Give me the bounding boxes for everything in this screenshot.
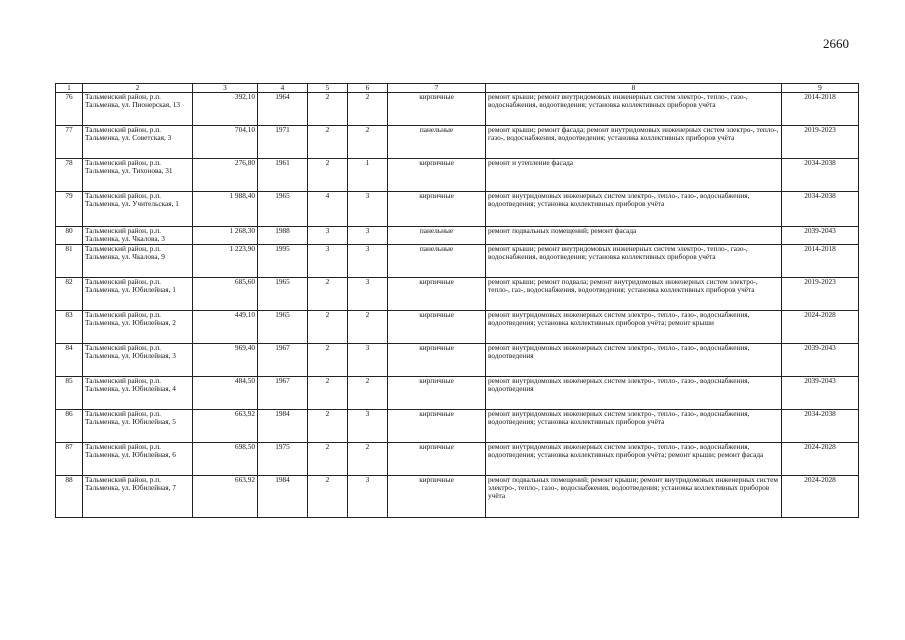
year-cell: 1965 bbox=[258, 310, 308, 343]
year-cell: 1967 bbox=[258, 343, 308, 376]
period-cell: 2019-2023 bbox=[782, 277, 859, 310]
area-cell: 969,40 bbox=[193, 343, 258, 376]
wall-material-cell: панельные bbox=[388, 126, 486, 159]
period-cell: 2034-2038 bbox=[782, 159, 859, 192]
wall-material-cell: кирпичные bbox=[388, 310, 486, 343]
area-cell: 685,60 bbox=[193, 277, 258, 310]
table-row bbox=[56, 244, 859, 277]
floors-cell: 2 bbox=[308, 376, 348, 409]
period-cell: 2034-2038 bbox=[782, 409, 859, 442]
row-number: 79 bbox=[56, 192, 83, 227]
works-cell: ремонт крыши; ремонт внутридомовых инженерных систем электро-, тепло-, газо-, водоснабжения, водоотведения; установка коллективных приборов учёта bbox=[486, 244, 782, 277]
year-cell: 1971 bbox=[258, 126, 308, 159]
housing-repair-table bbox=[55, 83, 859, 518]
works-cell: ремонт и утепление фасада bbox=[486, 159, 782, 192]
address-cell: Тальменский район, р.п. Тальменка, ул. Юбилейная, 2 bbox=[83, 310, 193, 343]
table-row bbox=[56, 442, 859, 475]
floors-cell: 2 bbox=[308, 159, 348, 192]
works-cell: ремонт крыши; ремонт подвала; ремонт внутридомовых инженерных систем электро-, тепло-, газ-, водоснабжения, водоотведения; установка коллективных приборов учёта bbox=[486, 277, 782, 310]
row-number: 80 bbox=[56, 227, 83, 244]
entrances-cell: 3 bbox=[348, 244, 388, 277]
table-row bbox=[56, 343, 859, 376]
column-header: 2 bbox=[83, 84, 193, 93]
address-cell: Тальменский район, р.п. Тальменка, ул. Юбилейная, 5 bbox=[83, 409, 193, 442]
wall-material-cell: панельные bbox=[388, 244, 486, 277]
works-cell: ремонт внутридомовых инженерных систем электро-, тепло-, газо-, водоснабжения, водоотведения; установка коллективных приборов учёта; ремонт крыши; ремонт фасада bbox=[486, 442, 782, 475]
wall-material-cell: кирпичные bbox=[388, 277, 486, 310]
area-cell: 484,50 bbox=[193, 376, 258, 409]
area-cell: 449,10 bbox=[193, 310, 258, 343]
address-cell: Тальменский район, р.п. Тальменка, ул. Юбилейная, 3 bbox=[83, 343, 193, 376]
floors-cell: 2 bbox=[308, 126, 348, 159]
row-number: 77 bbox=[56, 126, 83, 159]
works-cell: ремонт внутридомовых инженерных систем электро-, тепло-, газо-, водоснабжения, водоотведения; установка коллективных приборов учёта bbox=[486, 192, 782, 227]
wall-material-cell: кирпичные bbox=[388, 159, 486, 192]
works-cell: ремонт внутридомовых инженерных систем электро-, тепло-, газо-, водоснабжения, водоотведения bbox=[486, 343, 782, 376]
row-number: 78 bbox=[56, 159, 83, 192]
area-cell: 704,10 bbox=[193, 126, 258, 159]
row-number: 83 bbox=[56, 310, 83, 343]
wall-material-cell: кирпичные bbox=[388, 442, 486, 475]
works-cell: ремонт внутридомовых инженерных систем электро-, тепло-, газо-, водоснабжения, водоотведения bbox=[486, 376, 782, 409]
column-header: 1 bbox=[56, 84, 83, 93]
table-row bbox=[56, 227, 859, 244]
column-header: 9 bbox=[782, 84, 859, 93]
header-row bbox=[56, 84, 859, 93]
year-cell: 1988 bbox=[258, 227, 308, 244]
floors-cell: 2 bbox=[308, 442, 348, 475]
works-cell: ремонт подвальных помещений; ремонт фасада bbox=[486, 227, 782, 244]
area-cell: 1 223,90 bbox=[193, 244, 258, 277]
year-cell: 1975 bbox=[258, 442, 308, 475]
row-number: 84 bbox=[56, 343, 83, 376]
row-number: 81 bbox=[56, 244, 83, 277]
works-cell: ремонт крыши; ремонт внутридомовых инженерных систем электро-, тепло-, газо-, водоснабжения, водоотведения; установка коллективных приборов учёта bbox=[486, 93, 782, 126]
period-cell: 2024-2028 bbox=[782, 475, 859, 517]
year-cell: 1984 bbox=[258, 475, 308, 517]
year-cell: 1995 bbox=[258, 244, 308, 277]
year-cell: 1961 bbox=[258, 159, 308, 192]
row-number: 76 bbox=[56, 93, 83, 126]
wall-material-cell: кирпичные bbox=[388, 409, 486, 442]
floors-cell: 2 bbox=[308, 277, 348, 310]
table-row bbox=[56, 376, 859, 409]
wall-material-cell: кирпичные bbox=[388, 475, 486, 517]
year-cell: 1967 bbox=[258, 376, 308, 409]
entrances-cell: 2 bbox=[348, 376, 388, 409]
floors-cell: 2 bbox=[308, 310, 348, 343]
floors-cell: 3 bbox=[308, 244, 348, 277]
entrances-cell: 2 bbox=[348, 126, 388, 159]
wall-material-cell: панельные bbox=[388, 227, 486, 244]
entrances-cell: 3 bbox=[348, 227, 388, 244]
page-number: 2660 bbox=[823, 36, 849, 51]
period-cell: 2024-2028 bbox=[782, 442, 859, 475]
row-number: 86 bbox=[56, 409, 83, 442]
table-row bbox=[56, 277, 859, 310]
period-cell: 2039-2043 bbox=[782, 227, 859, 244]
wall-material-cell: кирпичные bbox=[388, 93, 486, 126]
floors-cell: 4 bbox=[308, 192, 348, 227]
floors-cell: 2 bbox=[308, 475, 348, 517]
entrances-cell: 2 bbox=[348, 442, 388, 475]
period-cell: 2019-2023 bbox=[782, 126, 859, 159]
period-cell: 2034-2038 bbox=[782, 192, 859, 227]
area-cell: 663,92 bbox=[193, 409, 258, 442]
entrances-cell: 3 bbox=[348, 475, 388, 517]
column-header: 6 bbox=[348, 84, 388, 93]
works-cell: ремонт крыши; ремонт фасада; ремонт внутридомовых инженерных систем электро-, тепло-, газо-, водоснабжения, водоотведения; установка коллективных приборов учёта bbox=[486, 126, 782, 159]
table-row bbox=[56, 126, 859, 159]
area-cell: 1 268,30 bbox=[193, 227, 258, 244]
area-cell: 698,50 bbox=[193, 442, 258, 475]
works-cell: ремонт подвальных помещений; ремонт крыши; ремонт внутридомовых инженерных систем электро-, тепло-, газо-, водоснабжения, водоотведения; установка коллективных приборов учёта bbox=[486, 475, 782, 517]
address-cell: Тальменский район, р.п. Тальменка, ул. Чкалова, 9 bbox=[83, 244, 193, 277]
wall-material-cell: кирпичные bbox=[388, 192, 486, 227]
year-cell: 1965 bbox=[258, 192, 308, 227]
row-number: 87 bbox=[56, 442, 83, 475]
floors-cell: 2 bbox=[308, 93, 348, 126]
area-cell: 663,92 bbox=[193, 475, 258, 517]
period-cell: 2039-2043 bbox=[782, 343, 859, 376]
entrances-cell: 3 bbox=[348, 192, 388, 227]
works-cell: ремонт внутридомовых инженерных систем электро-, тепло-, газо-, водоснабжения, водоотведения; установка коллективных приборов учёта; ремонт крыши bbox=[486, 310, 782, 343]
table-row bbox=[56, 409, 859, 442]
address-cell: Тальменский район, р.п. Тальменка, ул. Тихонова, 31 bbox=[83, 159, 193, 192]
table-row bbox=[56, 93, 859, 126]
table-row bbox=[56, 310, 859, 343]
floors-cell: 2 bbox=[308, 409, 348, 442]
address-cell: Тальменский район, р.п. Тальменка, ул. Юбилейная, 6 bbox=[83, 442, 193, 475]
address-cell: Тальменский район, р.п. Тальменка, ул. Советская, 3 bbox=[83, 126, 193, 159]
entrances-cell: 2 bbox=[348, 310, 388, 343]
year-cell: 1984 bbox=[258, 409, 308, 442]
entrances-cell: 3 bbox=[348, 409, 388, 442]
column-header: 4 bbox=[258, 84, 308, 93]
address-cell: Тальменский район, р.п. Тальменка, ул. Чкалова, 3 bbox=[83, 227, 193, 244]
row-number: 82 bbox=[56, 277, 83, 310]
area-cell: 1 988,40 bbox=[193, 192, 258, 227]
column-header: 5 bbox=[308, 84, 348, 93]
column-header: 7 bbox=[388, 84, 486, 93]
year-cell: 1965 bbox=[258, 277, 308, 310]
table-row bbox=[56, 192, 859, 227]
row-number: 85 bbox=[56, 376, 83, 409]
floors-cell: 3 bbox=[308, 227, 348, 244]
entrances-cell: 2 bbox=[348, 93, 388, 126]
column-header: 8 bbox=[486, 84, 782, 93]
period-cell: 2014-2018 bbox=[782, 93, 859, 126]
entrances-cell: 1 bbox=[348, 159, 388, 192]
address-cell: Тальменский район, р.п. Тальменка, ул. Юбилейная, 7 bbox=[83, 475, 193, 517]
period-cell: 2039-2043 bbox=[782, 376, 859, 409]
area-cell: 276,80 bbox=[193, 159, 258, 192]
wall-material-cell: кирпичные bbox=[388, 376, 486, 409]
column-header: 3 bbox=[193, 84, 258, 93]
entrances-cell: 3 bbox=[348, 343, 388, 376]
table-row bbox=[56, 159, 859, 192]
address-cell: Тальменский район, р.п. Тальменка, ул. Юбилейная, 1 bbox=[83, 277, 193, 310]
entrances-cell: 3 bbox=[348, 277, 388, 310]
works-cell: ремонт внутридомовых инженерных систем электро-, тепло-, газо-, водоснабжения, водоотведения; установка коллективных приборов учёта bbox=[486, 409, 782, 442]
floors-cell: 2 bbox=[308, 343, 348, 376]
area-cell: 392,10 bbox=[193, 93, 258, 126]
year-cell: 1964 bbox=[258, 93, 308, 126]
wall-material-cell: кирпичные bbox=[388, 343, 486, 376]
period-cell: 2024-2028 bbox=[782, 310, 859, 343]
address-cell: Тальменский район, р.п. Тальменка, ул. Юбилейная, 4 bbox=[83, 376, 193, 409]
table-row bbox=[56, 475, 859, 517]
period-cell: 2014-2018 bbox=[782, 244, 859, 277]
row-number: 88 bbox=[56, 475, 83, 517]
address-cell: Тальменский район, р.п. Тальменка, ул. Пионерская, 13 bbox=[83, 93, 193, 126]
address-cell: Тальменский район, р.п. Тальменка, ул. Учительская, 1 bbox=[83, 192, 193, 227]
